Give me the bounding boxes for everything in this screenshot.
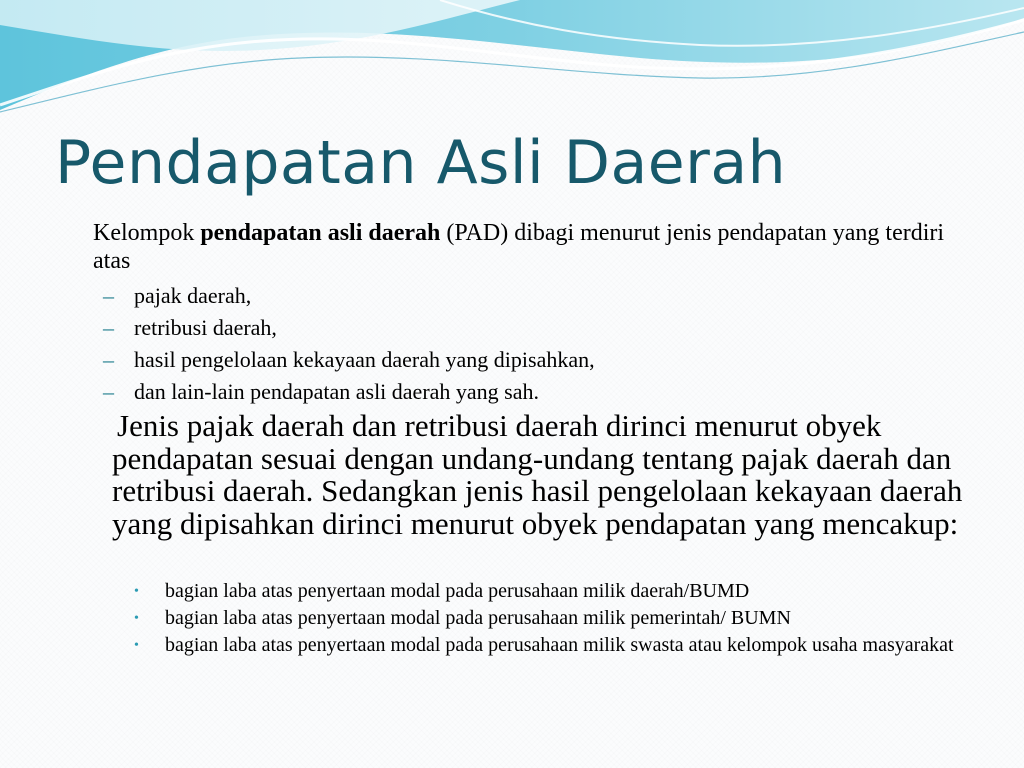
intro-paren: (PAD): [440, 220, 509, 246]
list-item-text: hasil pengelolaan kekayaan daerah yang dipisahkan,: [134, 347, 595, 372]
bullet-icon: •: [134, 638, 139, 653]
description-paragraph: Jenis pajak daerah dan retribusi daerah dirinci menurut obyek pendapatan sesuai dengan undang-undang tentang pajak daerah dan retribusi daerah. Sedangkan jenis hasil pengelolaan kekayaan daerah yang dipisahkan dirinci menurut obyek pendapatan yang mencakup:: [112, 408, 963, 541]
intro-bold-term: pendapatan asli daerah: [200, 220, 441, 246]
list-item: [134, 634, 985, 657]
list-item-text: bagian laba atas penyertaan modal pada perusahaan milik pemerintah/ BUMN: [165, 607, 791, 629]
intro-text: [93, 219, 973, 275]
list-item: [103, 377, 595, 409]
bullet-icon: •: [134, 611, 139, 626]
list-item-text: dan lain-lain pendapatan asli daerah yang sah.: [134, 379, 540, 404]
dash-icon: –: [103, 379, 114, 404]
dash-icon: –: [103, 283, 114, 308]
list-item-text: retribusi daerah,: [134, 315, 277, 340]
intro-suffix: dibagi menurut jenis pendapatan yang terdiri atas: [93, 220, 945, 274]
dash-icon: –: [103, 347, 114, 372]
wave-decoration: [0, 0, 1024, 130]
profit-share-list: [134, 580, 985, 661]
list-item-text: bagian laba atas penyertaan modal pada perusahaan milik daerah/BUMD: [165, 580, 750, 602]
list-item: [134, 607, 985, 630]
dash-icon: –: [103, 315, 114, 340]
list-item-text: bagian laba atas penyertaan modal pada perusahaan milik swasta atau kelompok usaha masyarakat: [165, 634, 954, 656]
list-item-text: pajak daerah,: [134, 283, 252, 308]
list-item: [103, 281, 595, 313]
list-item: [134, 580, 985, 603]
income-types-list: [103, 281, 595, 409]
list-item: [103, 313, 595, 345]
intro-prefix: Kelompok: [93, 220, 201, 246]
slide-title: Pendapatan Asli Daerah: [55, 128, 787, 198]
bullet-icon: •: [134, 584, 139, 599]
list-item: [103, 345, 595, 377]
